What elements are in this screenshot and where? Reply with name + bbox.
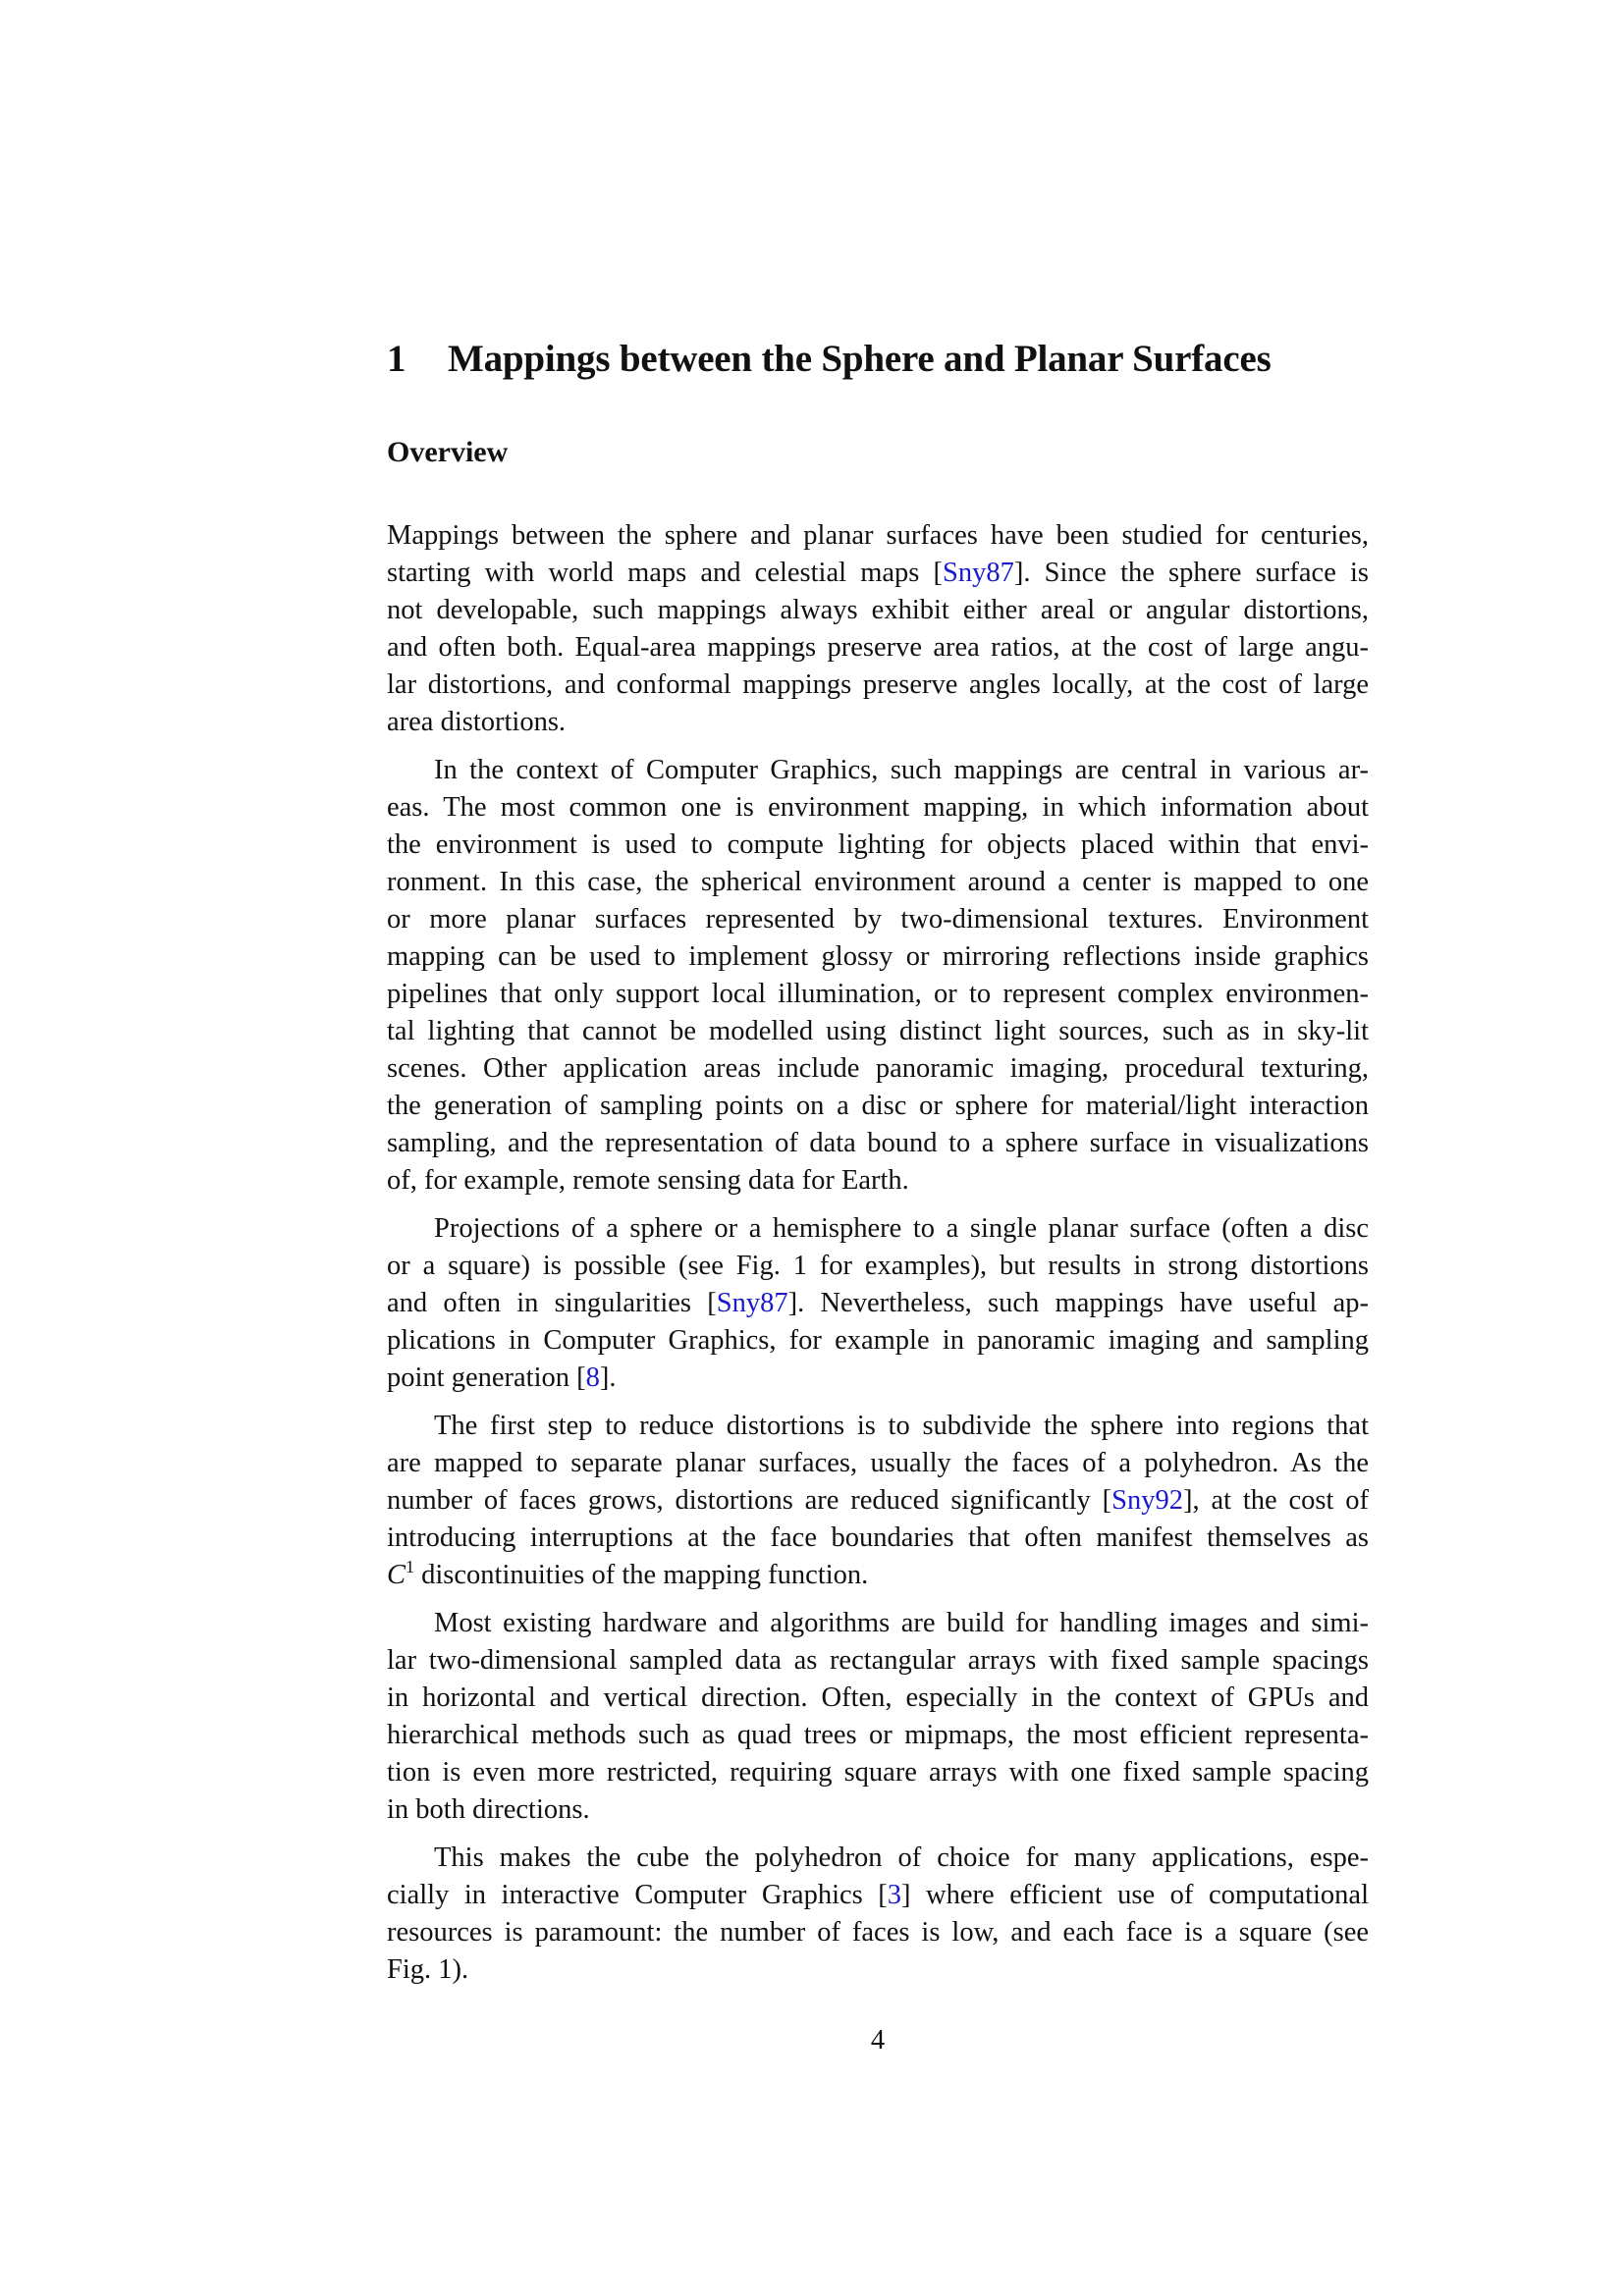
text-line: of, for example, remote sensing data for Earth. — [387, 1165, 909, 1196]
paragraph — [387, 1840, 1369, 1989]
citation-link[interactable]: 8 — [585, 1362, 600, 1393]
text-line: tion is even more restricted, requiring square arrays with one fixed sample spacing — [387, 1757, 1369, 1788]
paragraph — [387, 752, 1369, 1200]
text-line: or a square) is possible (see Fig. 1 for examples), but results in strong distortions — [387, 1251, 1369, 1281]
text-line: are mapped to separate planar surfaces, usually the faces of a polyhedron. As the — [387, 1448, 1369, 1478]
section-title: Mappings between the Sphere and Planar Surfaces — [448, 338, 1272, 380]
paragraph — [387, 1210, 1369, 1397]
text-line: Most existing hardware and algorithms are build for handling images and simi- — [434, 1608, 1369, 1638]
superscript: 1 — [406, 1557, 415, 1576]
text-line: pipelines that only support local illumination, or to represent complex environmen- — [387, 979, 1369, 1009]
text-line: mapping can be used to implement glossy or mirroring reflections inside graphics — [387, 941, 1369, 972]
text-line: starting with world maps and celestial maps [Sny87]. Since the sphere surface is — [387, 558, 1370, 588]
text-line: point generation [8]. — [387, 1362, 617, 1393]
section-heading — [387, 337, 1272, 381]
text-line: This makes the cube the polyhedron of choice for many applications, espe- — [434, 1842, 1369, 1873]
text-line: plications in Computer Graphics, for example in panoramic imaging and sampling — [387, 1325, 1369, 1356]
text-line: Mappings between the sphere and planar surfaces have been studied for centuries, — [387, 520, 1369, 551]
text-line: in both directions. — [387, 1794, 590, 1825]
text-line: sampling, and the representation of data bound to a sphere surface in visualizations — [387, 1128, 1369, 1158]
text-line: or more planar surfaces represented by two-dimensional textures. Environment — [387, 904, 1369, 934]
text-line: The first step to reduce distortions is to subdivide the sphere into regions that — [434, 1411, 1369, 1441]
text-line: the environment is used to compute lighting for objects placed within that envi- — [387, 829, 1369, 860]
text-line: hierarchical methods such as quad trees or mipmaps, the most efficient representa- — [387, 1720, 1369, 1750]
text-line: introducing interruptions at the face boundaries that often manifest themselves as — [387, 1522, 1369, 1553]
subsection-heading: Overview — [387, 436, 509, 468]
text-line: cially in interactive Computer Graphics [3] where efficient use of computational — [387, 1880, 1369, 1910]
text-line: not developable, such mappings always exhibit either areal or angular distortions, — [387, 595, 1369, 625]
paragraph — [387, 1408, 1369, 1594]
text-line: Projections of a sphere or a hemisphere to a single planar surface (often a disc — [434, 1213, 1369, 1244]
citation-link[interactable]: Sny87 — [716, 1288, 788, 1318]
text-line: and often both. Equal-area mappings preserve area ratios, at the cost of large angu- — [387, 632, 1369, 663]
text-line: $C^1$ discontinuities of the mapping function. — [387, 1557, 869, 1590]
text-line: Fig. 1). — [387, 1954, 469, 1985]
text-line: tal lighting that cannot be modelled using distinct light sources, such as in sky-lit — [387, 1016, 1369, 1046]
text-line: and often in singularities [Sny87]. Nevertheless, such mappings have useful ap- — [387, 1288, 1369, 1318]
text-line: lar two-dimensional sampled data as rectangular arrays with fixed sample spacings — [387, 1645, 1369, 1676]
text-line: scenes. Other application areas include panoramic imaging, procedural texturing, — [387, 1053, 1369, 1084]
text-line: number of faces grows, distortions are reduced significantly [Sny92], at the cost of — [387, 1485, 1369, 1516]
text-line: lar distortions, and conformal mappings preserve angles locally, at the cost of large — [387, 669, 1369, 700]
text-line: resources is paramount: the number of faces is low, and each face is a square (see — [387, 1917, 1369, 1948]
text-line: in horizontal and vertical direction. Often, especially in the context of GPUs and — [387, 1682, 1369, 1713]
citation-link[interactable]: Sny92 — [1111, 1485, 1183, 1516]
text-line: ronment. In this case, the spherical environment around a center is mapped to one — [387, 867, 1369, 897]
text-line: area distortions. — [387, 707, 567, 737]
text-line: In the context of Computer Graphics, such mappings are central in various ar- — [434, 755, 1369, 785]
text-line: eas. The most common one is environment mapping, in which information about — [387, 792, 1369, 823]
math-symbol: C — [387, 1560, 406, 1590]
body-text — [387, 517, 1369, 2000]
citation-link[interactable]: Sny87 — [943, 558, 1014, 588]
citation-link[interactable]: 3 — [887, 1880, 902, 1910]
paragraph — [387, 517, 1369, 741]
page-number: 4 — [870, 2025, 886, 2056]
section-number: 1 — [387, 338, 406, 380]
paragraph — [387, 1605, 1369, 1829]
text-line: the generation of sampling points on a disc or sphere for material/light interaction — [387, 1091, 1369, 1121]
